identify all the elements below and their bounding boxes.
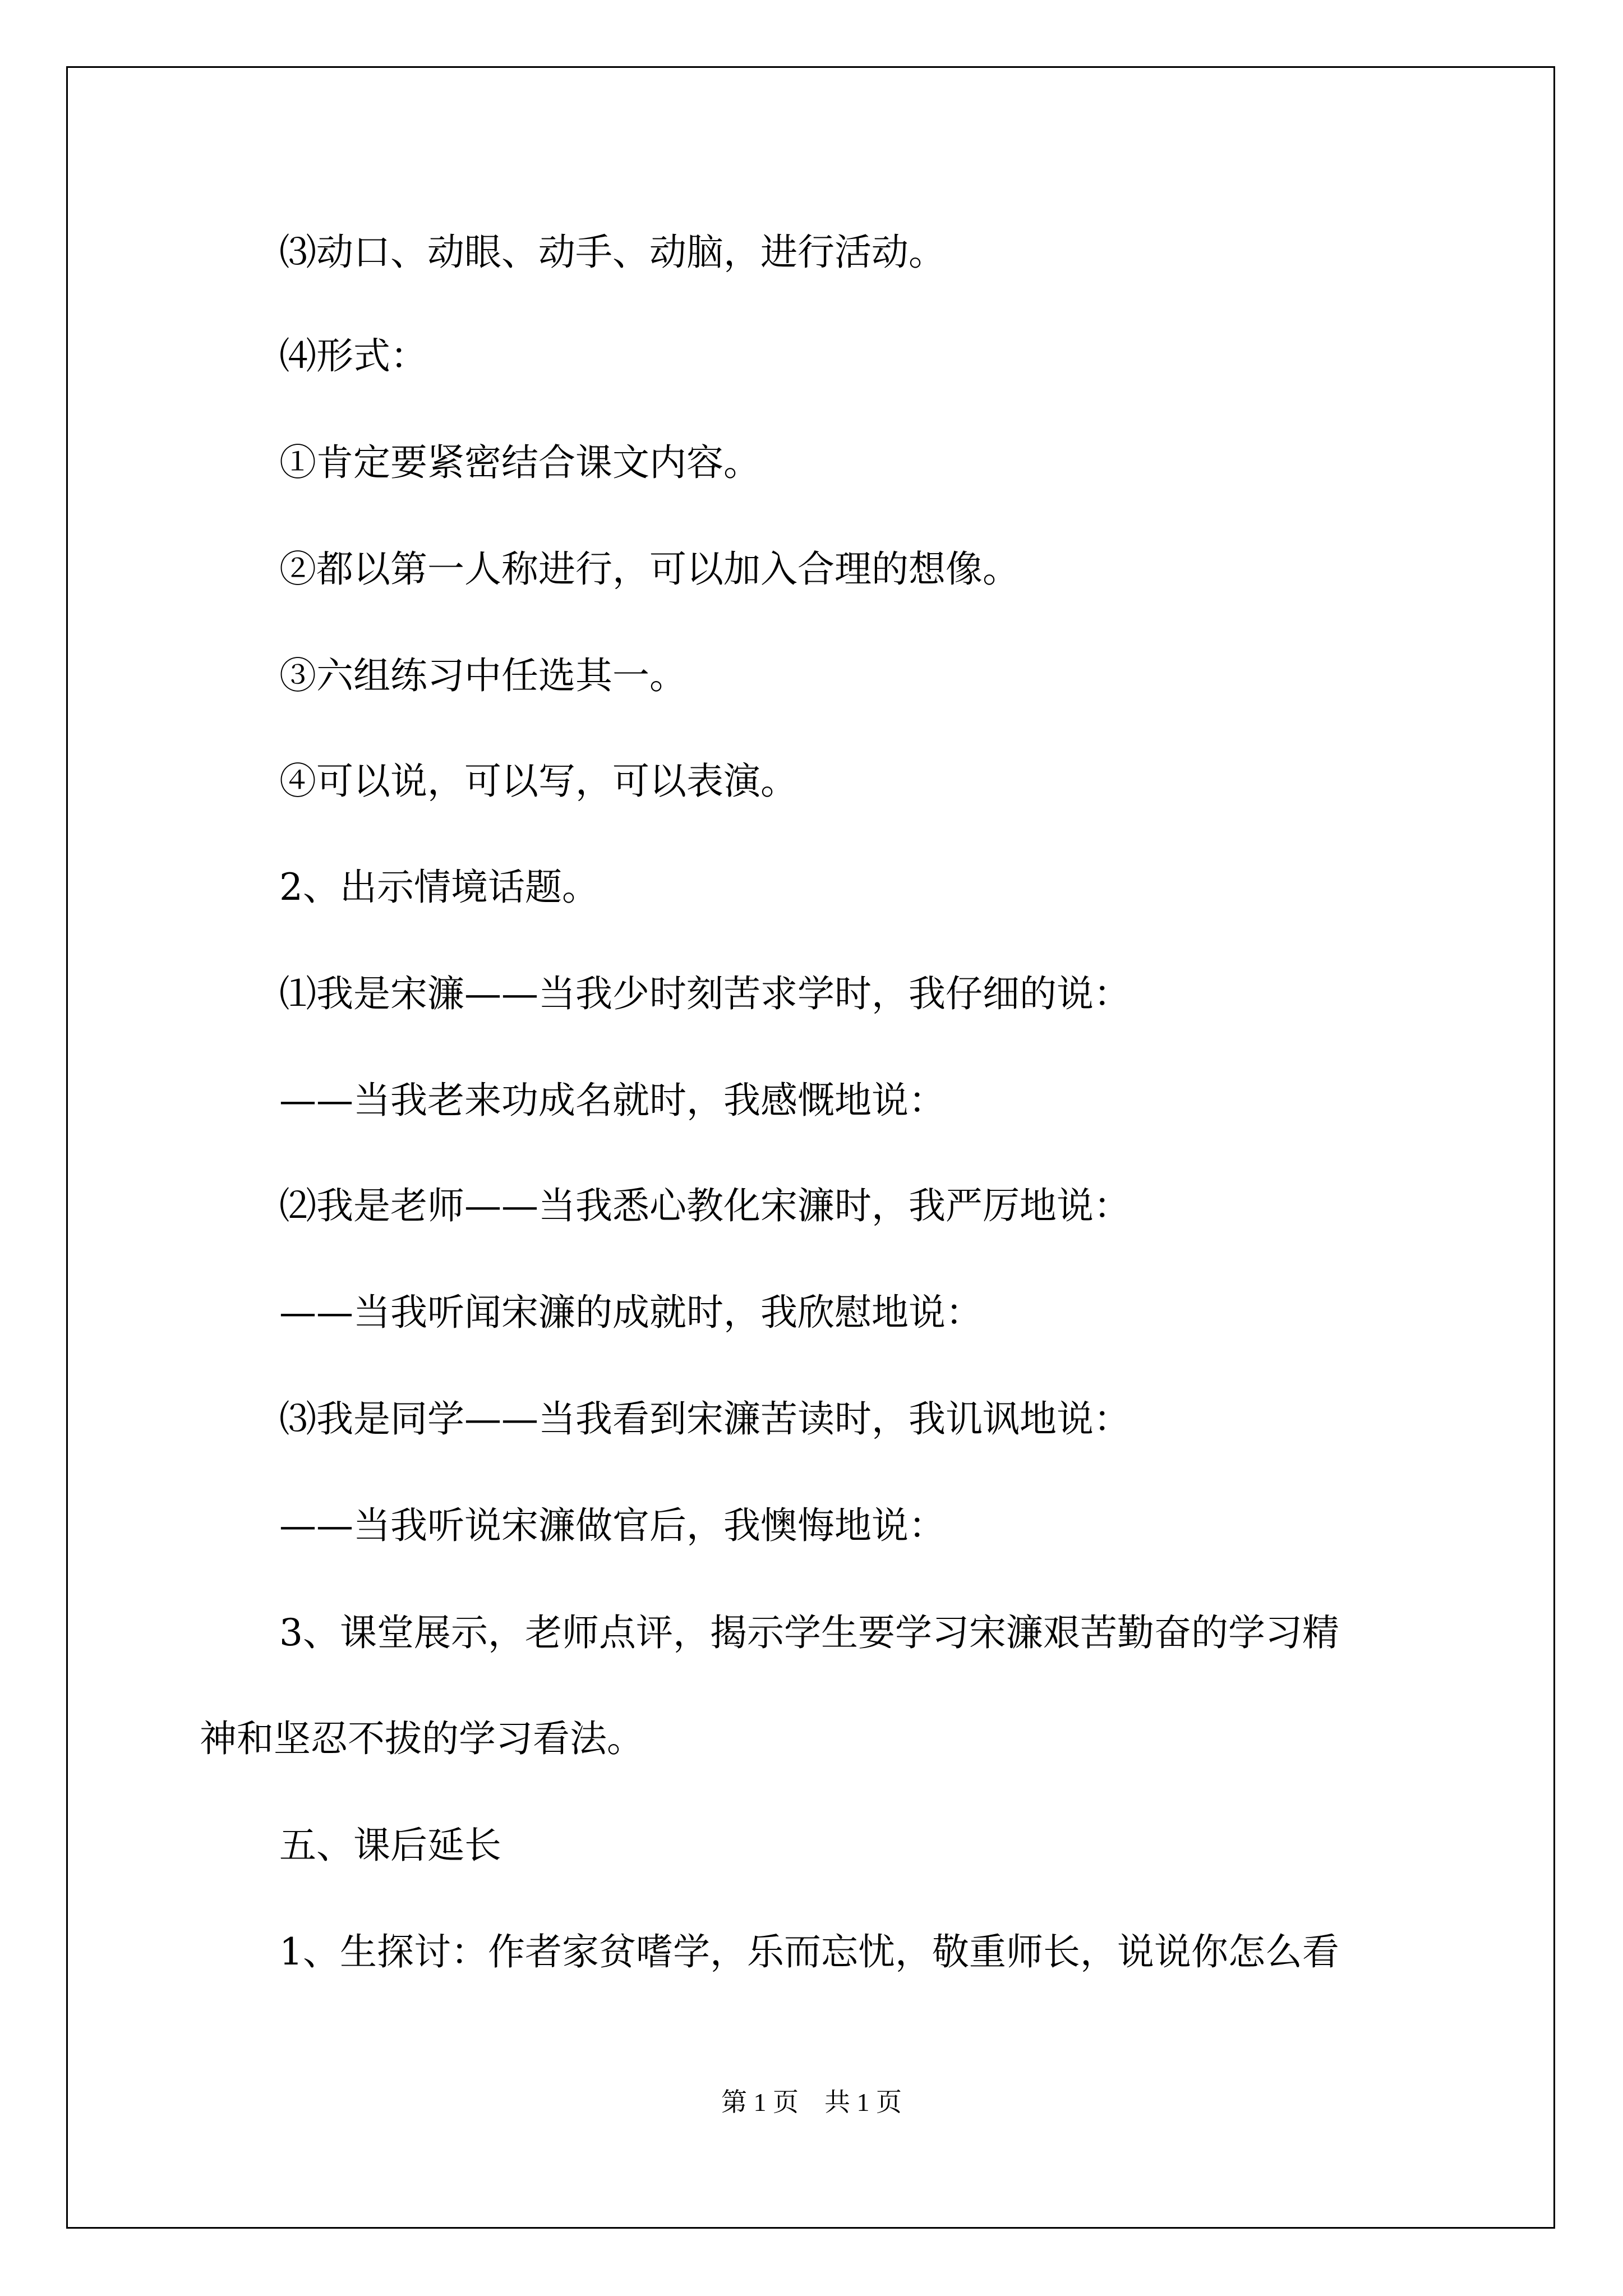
- text-line-discussion-1: 1、生探讨：作者家贫嗜学，乐而忘忧，敬重师长，说说你怎么看: [279, 1930, 1339, 1973]
- text-line-item-3: ③六组练习中任选其一。: [279, 654, 686, 697]
- text-line-item-2: ②都以第一人称进行，可以加入合理的想像。: [279, 547, 1020, 591]
- text-line-topic-2: ⑵我是老师——当我悉心教化宋濂时，我严厉地说：: [279, 1184, 1131, 1227]
- page-number-footer: 第 1 页 共 1 页: [721, 2088, 902, 2116]
- text-line-item-1: ①肯定要紧密结合课文内容。: [279, 441, 760, 484]
- text-line-section-2: 2、出示情境话题。: [279, 866, 599, 909]
- text-line-item-4: ④可以说，可以写，可以表演。: [279, 760, 797, 803]
- text-line-section-3-cont: 神和坚忍不拔的学习看法。: [200, 1717, 644, 1760]
- text-line-form-4: ⑷形式：: [279, 334, 427, 378]
- text-line-activity-3: ⑶动口、动眼、动手、动脑，进行活动。: [279, 231, 946, 274]
- text-line-topic-3-cont: ——当我听说宋濂做官后，我懊悔地说：: [279, 1504, 946, 1547]
- text-line-topic-1-cont: ——当我老来功成名就时，我感慨地说：: [279, 1079, 946, 1122]
- page-border: [66, 66, 1555, 2229]
- text-line-topic-3: ⑶我是同学——当我看到宋濂苦读时，我讥讽地说：: [279, 1397, 1131, 1441]
- text-line-heading-5: 五、课后延长: [279, 1824, 501, 1867]
- text-line-topic-1: ⑴我是宋濂——当我少时刻苦求学时，我仔细的说：: [279, 972, 1131, 1015]
- text-line-section-3: 3、课堂展示，老师点评，揭示学生要学习宋濂艰苦勤奋的学习精: [279, 1611, 1339, 1654]
- text-line-topic-2-cont: ——当我听闻宋濂的成就时，我欣慰地说：: [279, 1291, 983, 1334]
